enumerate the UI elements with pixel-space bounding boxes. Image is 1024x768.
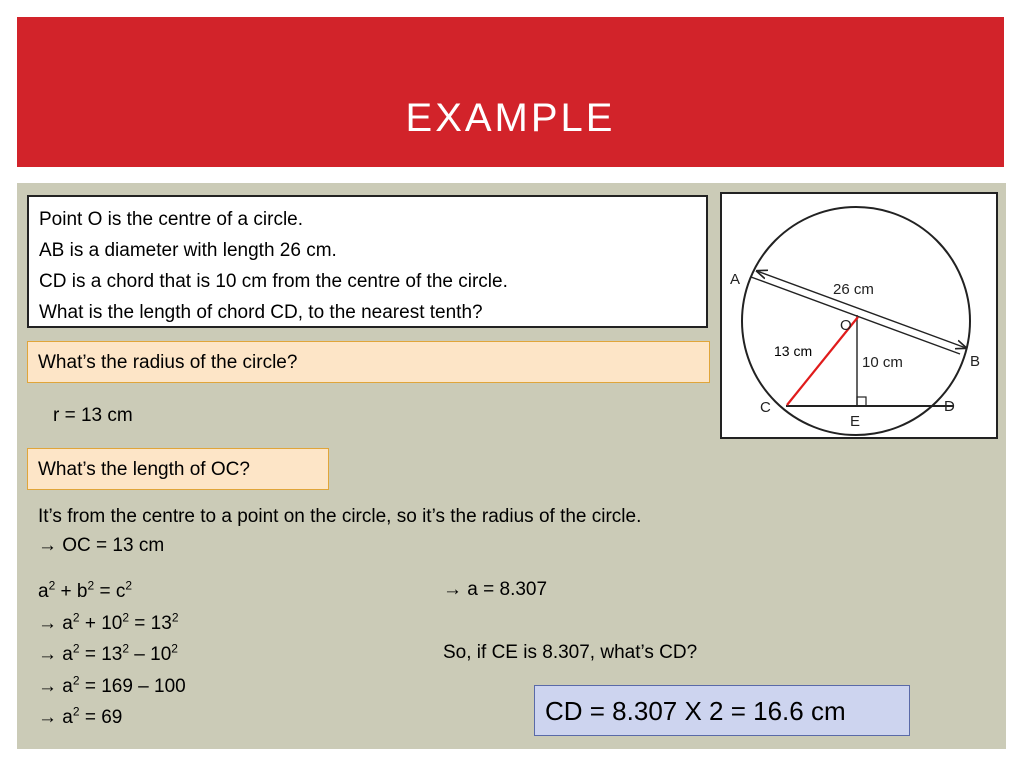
question-oc: What’s the length of OC? xyxy=(27,448,329,490)
exponent: 2 xyxy=(125,578,133,593)
label-c: C xyxy=(760,399,771,416)
equation-text: a xyxy=(62,644,73,665)
a-value: a = 8.307 xyxy=(467,579,548,600)
final-answer: CD = 8.307 X 2 = 16.6 cm xyxy=(534,685,910,736)
arrow-icon: → xyxy=(443,579,462,600)
exponent: 2 xyxy=(87,578,95,593)
equation-line xyxy=(38,612,179,636)
equation-text: a xyxy=(62,707,73,728)
problem-line: AB is a diameter with length 26 cm. xyxy=(39,240,337,261)
equation-line xyxy=(38,675,186,699)
problem-line: What is the length of chord CD, to the nearest tenth? xyxy=(39,302,483,323)
equation-text: a xyxy=(62,612,73,634)
arrow-icon: → xyxy=(38,675,63,697)
diameter-label: 26 cm xyxy=(833,281,874,298)
problem-line: Point O is the centre of a circle. xyxy=(39,209,304,230)
exponent: 2 xyxy=(171,610,179,625)
label-a: A xyxy=(730,271,741,288)
equation-text: = 69 xyxy=(79,707,123,728)
distance-label: 10 cm xyxy=(862,354,903,371)
label-b: B xyxy=(970,353,981,370)
right-angle-mark xyxy=(857,397,866,406)
exponent: 2 xyxy=(122,641,130,656)
exponent: 2 xyxy=(122,610,130,625)
equation-line xyxy=(38,643,178,667)
equation-text: a xyxy=(62,675,73,697)
label-d: D xyxy=(944,398,955,415)
oc-answer: OC = 13 cm xyxy=(62,535,165,556)
problem-line: CD is a chord that is 10 cm from the centre of the circle. xyxy=(39,271,508,292)
exponent: 2 xyxy=(171,641,178,656)
equation-text: + b xyxy=(55,581,88,602)
exponent: 2 xyxy=(48,578,56,593)
equation-text: = 13 xyxy=(79,644,123,665)
circle-diagram-svg xyxy=(722,194,996,437)
radius-label: 13 cm xyxy=(774,343,813,359)
exponent: 2 xyxy=(72,704,80,719)
equation-line xyxy=(38,706,122,730)
circle-diagram xyxy=(720,192,998,439)
arrow-icon: → xyxy=(38,644,63,665)
label-o: O xyxy=(840,317,852,334)
equation-text: + 10 xyxy=(79,612,123,634)
exponent: 2 xyxy=(72,641,80,656)
equation-text: = 13 xyxy=(129,612,172,634)
equation-text: a xyxy=(38,581,49,602)
equation-text: = c xyxy=(94,581,126,602)
a-value-line xyxy=(443,578,547,602)
follow-up-question: So, if CE is 8.307, what’s CD? xyxy=(443,642,698,663)
oc-answer-line xyxy=(38,534,164,558)
arrow-icon: → xyxy=(38,707,63,728)
title-banner xyxy=(17,17,1004,167)
oc-explanation: It’s from the centre to a point on the circle, so it’s the radius of the circle. xyxy=(38,506,642,527)
equation-text: = 169 – 100 xyxy=(79,675,186,697)
page-title: EXAMPLE xyxy=(405,96,616,140)
radius-answer: r = 13 cm xyxy=(53,405,133,426)
exponent: 2 xyxy=(72,610,80,625)
arrow-icon: → xyxy=(38,535,57,556)
question-radius: What’s the radius of the circle? xyxy=(27,341,710,383)
exponent: 2 xyxy=(72,673,80,688)
equation-text: – 10 xyxy=(129,644,172,665)
problem-statement xyxy=(27,195,708,328)
arrow-icon: → xyxy=(38,612,63,634)
equation-line xyxy=(38,580,132,604)
label-e: E xyxy=(850,413,861,430)
